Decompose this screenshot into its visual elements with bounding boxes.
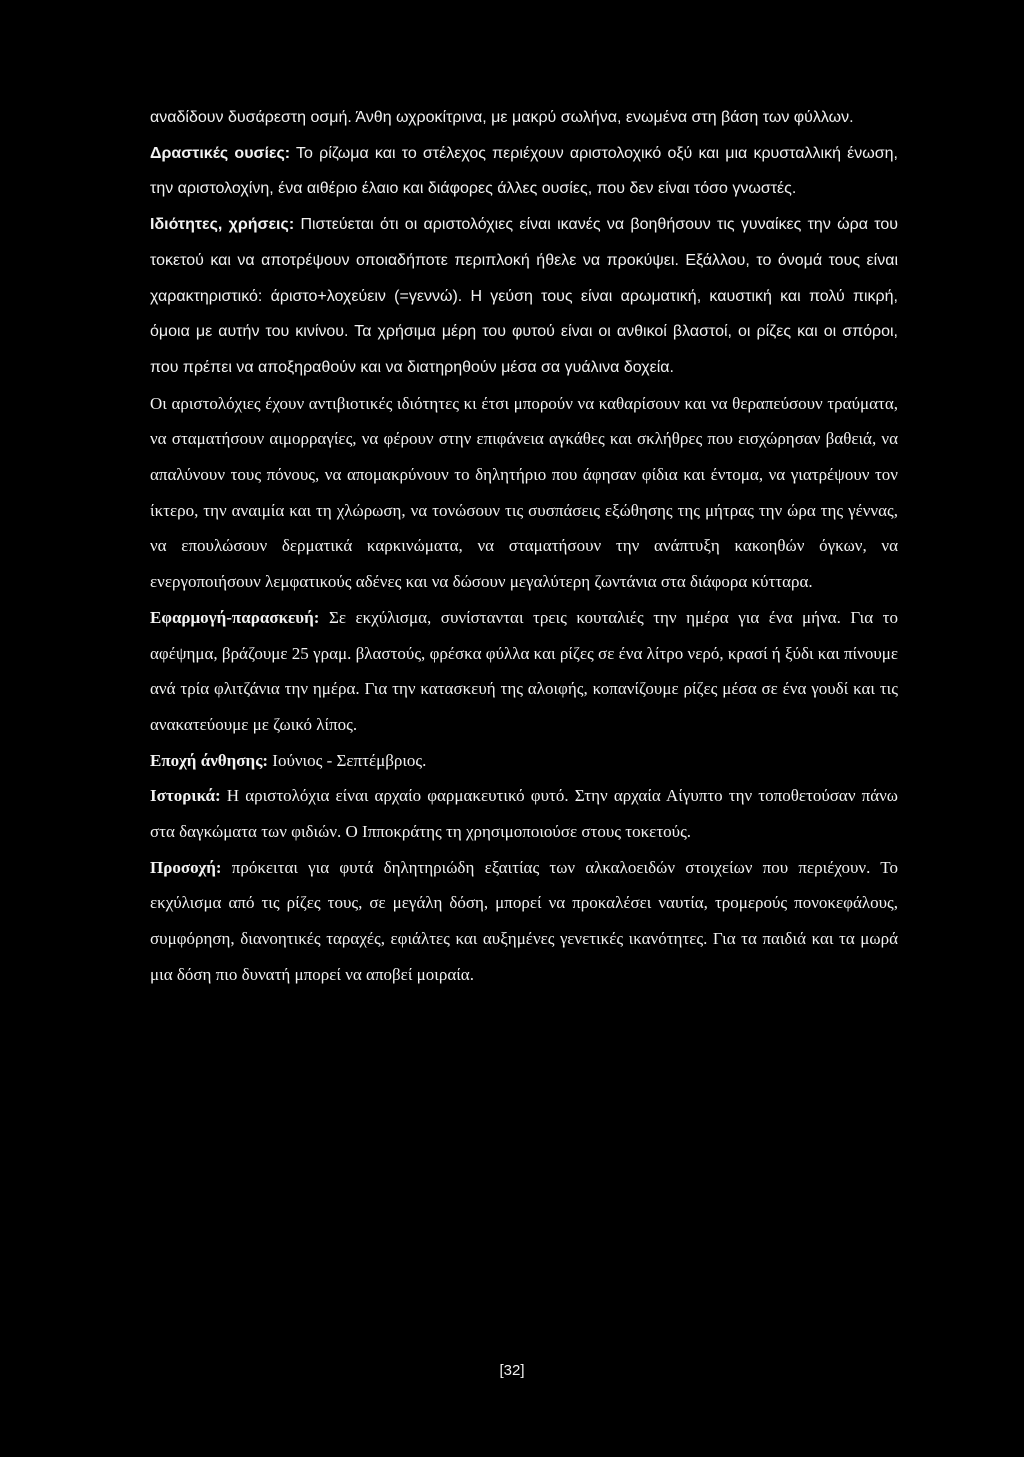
paragraph-text: Οι αριστολόχιες έχουν αντιβιοτικές ιδιότητες κι έτσι μπορούν να καθαρίσουν και να θεραπεύσουν τραύματα, να σταματήσουν αιμορραγίες, να φέρουν στην επιφάνεια αγκάθες και σκλήθρες που εισχώρησαν βαθειά, να απαλύνουν τους πόνους, να απομακρύνουν το δηλητήριο που άφησαν φίδια και έντομα, να γιατρέψουν τον ίκτερο, την αναιμία και τη χλώρωση, να τονώσουν τις συσπάσεις εξώθησης της μήτρας την ώρα της γέννας, να επουλώσουν δερματικά καρκινώματα, να σταματήσουν την ανάπτυξη κακοηθών όγκων, να ενεργοποιήσουν λεμφατικούς αδένες και να δώσουν μεγαλύτερη ζωντάνια στα διάφορα κύτταρα. [150,393,898,592]
paragraph-text: Ιούνιος - Σεπτέμβριος. [268,750,427,770]
paragraph-text: Το ρίζωμα και το στέλεχος περιέχουν αριστολοχικό οξύ και μια κρυσταλλική ένωση, την αριστολοχίνη, ένα αιθέριο έλαιο και διάφορες άλλες ουσίες, που δεν είναι τόσο γνωστές. [150,144,899,198]
paragraph-text: αναδίδουν δυσάρεστη οσμή. Άνθη ωχροκίτρινα, με μακρύ σωλήνα, ενωμένα στη βάση των φύλλων. [150,109,854,126]
section-label-caution: Προσοχή: [150,857,222,877]
paragraph-application-preparation [150,600,898,743]
paragraph-history [150,778,898,849]
section-label-application-preparation: Εφαρμογή-παρασκευή: [150,607,320,627]
paragraph-caution [150,850,898,993]
section-label-history: Ιστορικά: [150,786,221,806]
paragraph-text: Η αριστολόχια είναι αρχαίο φαρμακευτικό φυτό. Στην αρχαία Αίγυπτο την τοποθετούσαν πάνω στα δαγκώματα των φιδιών. Ο Ιπποκράτης τη χρησιμοποιούσε στους τοκετούς. [150,786,898,842]
section-label-flowering-season: Εποχή άνθησης: [150,750,269,770]
paragraph-antibiotic-properties [150,386,898,600]
document-page [150,100,898,993]
paragraph-flowering-season [150,743,898,779]
paragraph-active-substances [150,136,898,207]
paragraph-properties-uses [150,207,898,386]
paragraph-text: Πιστεύεται ότι οι αριστολόχιες είναι ικανές να βοηθήσουν τις γυναίκες την ώρα του τοκετού και να αποτρέψουν οποιαδήποτε περιπλοκή ήθελε να προκύψει. Εξάλλου, το όνομά τους είναι χαρακτηριστικό: άριστο+λοχεύειν (=γεννώ). Η γεύση τους είναι αρωματική, καυστική και πολύ πικρή, όμοια με αυτήν του κινίνου. Τα χρήσιμα μέρη του φυτού είναι οι ανθικοί βλαστοί, οι ρίζες και οι σπόροι, που πρέπει να αποξηραθούν και να διατηρηθούν μέσα σα γυάλινα δοχεία. [150,216,899,376]
paragraph-description-end [150,100,898,136]
paragraph-text: Σε εκχύλισμα, συνίστανται τρεις κουταλιές την ημέρα για ένα μήνα. Για το αφέψημα, βράζουμε 25 γραμ. βλαστούς, φρέσκα φύλλα και ρίζες σε ένα λίτρο νερό, κρασί ή ξύδι και πίνουμε ανά τρία φλιτζάνια την ημέρα. Για την κατασκευή της αλοιφής, κοπανίζουμε ρίζες μέσα σε ένα γουδί και τις ανακατεύουμε με ζωικό λίπος. [150,607,898,734]
paragraph-text: πρόκειται για φυτά δηλητηριώδη εξαιτίας των αλκαλοειδών στοιχείων που περιέχουν. Το εκχύλισμα από τις ρίζες τους, σε μεγάλη δόση, μπορεί να προκαλέσει ναυτία, τρομερούς πονοκεφάλους, συμφόρηση, διανοητικές ταραχές, εφιάλτες και αυξημένες γενετικές ικανότητες. Για τα παιδιά και τα μωρά μια δόση πιο δυνατή μπορεί να αποβεί μοιραία. [150,857,898,984]
section-label-active-substances: Δραστικές ουσίες: [150,144,291,162]
section-label-properties-uses: Ιδιότητες, χρήσεις: [150,216,295,234]
page-number: [32] [499,1362,525,1379]
